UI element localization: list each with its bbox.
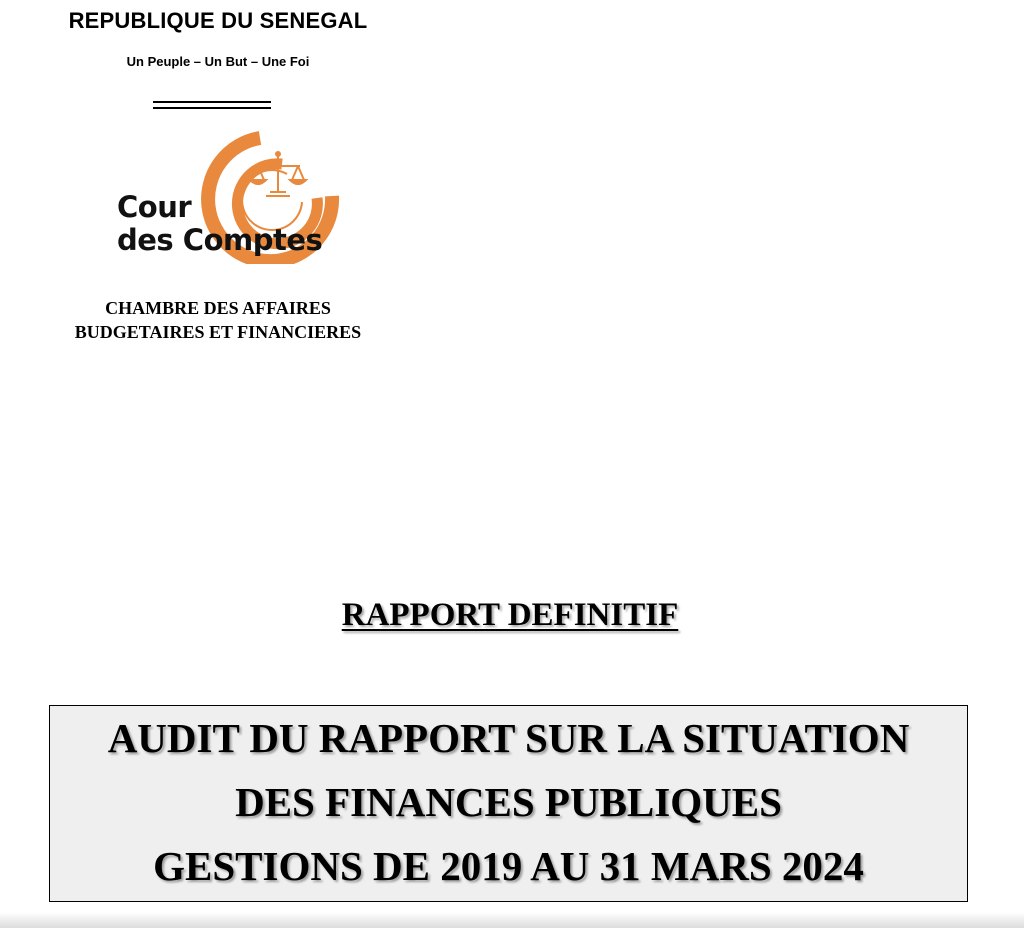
report-title-line-3: GESTIONS DE 2019 AU 31 MARS 2024 [153,843,864,889]
national-motto: Un Peuple – Un But – Une Foi [126,54,310,69]
report-title-box [49,705,968,902]
chamber-line-2: BUDGETAIRES ET FINANCIERES [74,322,362,342]
logo-text-des-comptes: des Comptes [117,223,323,257]
logo-text-cour: Cour [117,190,192,224]
report-title-line-1: AUDIT DU RAPPORT SUR LA SITUATION [107,715,910,761]
cour-des-comptes-logo [112,124,374,264]
page-bottom-edge [0,912,1024,928]
chamber-line-1: CHAMBRE DES AFFAIRES [105,298,331,318]
report-title-line-2: DES FINANCES PUBLIQUES [235,779,782,825]
report-type-heading: RAPPORT DEFINITIF [341,597,679,633]
double-divider [153,101,271,109]
country-name: REPUBLIQUE DU SENEGAL [68,8,368,33]
chamber-name [40,296,396,344]
